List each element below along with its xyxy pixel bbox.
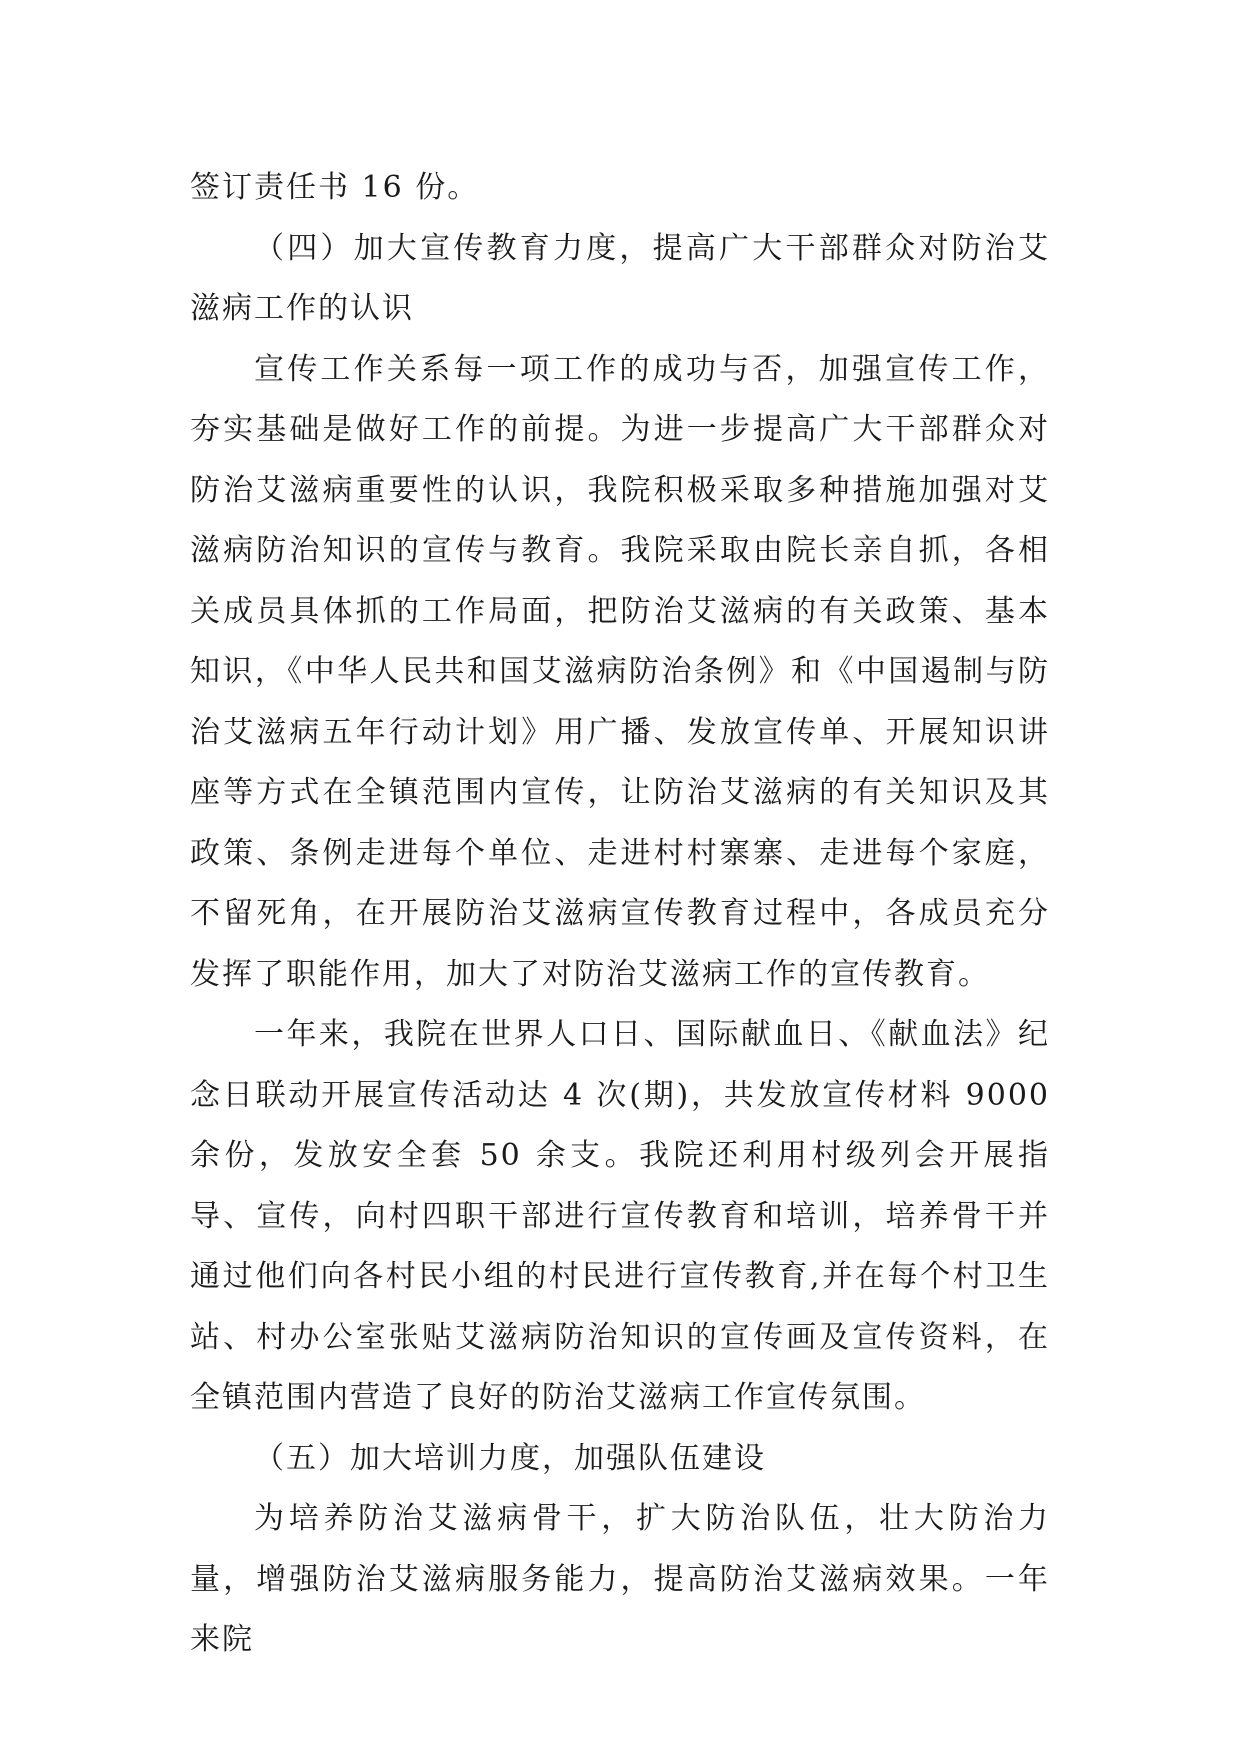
paragraph-training: 为培养防治艾滋病骨干，扩大防治队伍，壮大防治力量，增强防治艾滋病服务能力，提高防治艾滋病效果。一年来院	[190, 1501, 1050, 1657]
paragraph-1: 签订责任书 16 份。	[190, 170, 480, 205]
paragraph-year-activities: 一年来，我院在世界人口日、国际献血日、《献血法》纪念日联动开展宣传活动达 4 次(期)，共发放宣传材料 9000 余份，发放安全套 50 余支。我院还利用村级列会开展指导、宣传，向村四职干部进行宣传教育和培训，培养骨干并通过他们向各村民小组的村民进行宣传教育,并在每个村卫生站、村办公室张贴艾滋病防治知识的宣传画及宣传资料，在全镇范围内营造了良好的防治艾滋病工作宣传氛围。	[190, 1017, 1050, 1415]
document-page	[190, 158, 1050, 1671]
paragraph-publicity: 宣传工作关系每一项工作的成功与否，加强宣传工作，夯实基础是做好工作的前提。为进一步提高广大干部群众对防治艾滋病重要性的认识，我院积极采取多种措施加强对艾滋病防治知识的宣传与教育。我院采取由院长亲自抓，各相关成员具体抓的工作局面，把防治艾滋病的有关政策、基本知识，《中华人民共和国艾滋病防治条例》和《中国遏制与防治艾滋病五年行动计划》用广播、发放宣传单、开展知识讲座等方式在全镇范围内宣传，让防治艾滋病的有关知识及其政策、条例走进每个单位、走进村村寨寨、走进每个家庭，不留死角，在开展防治艾滋病宣传教育过程中，各成员充分发挥了职能作用，加大了对防治艾滋病工作的宣传教育。	[190, 351, 1050, 992]
section-heading-4: （四）加大宣传教育力度，提高广大干部群众对防治艾滋病工作的认识	[190, 230, 1050, 326]
section-heading-5: （五）加大培训力度，加强队伍建设	[254, 1440, 766, 1476]
